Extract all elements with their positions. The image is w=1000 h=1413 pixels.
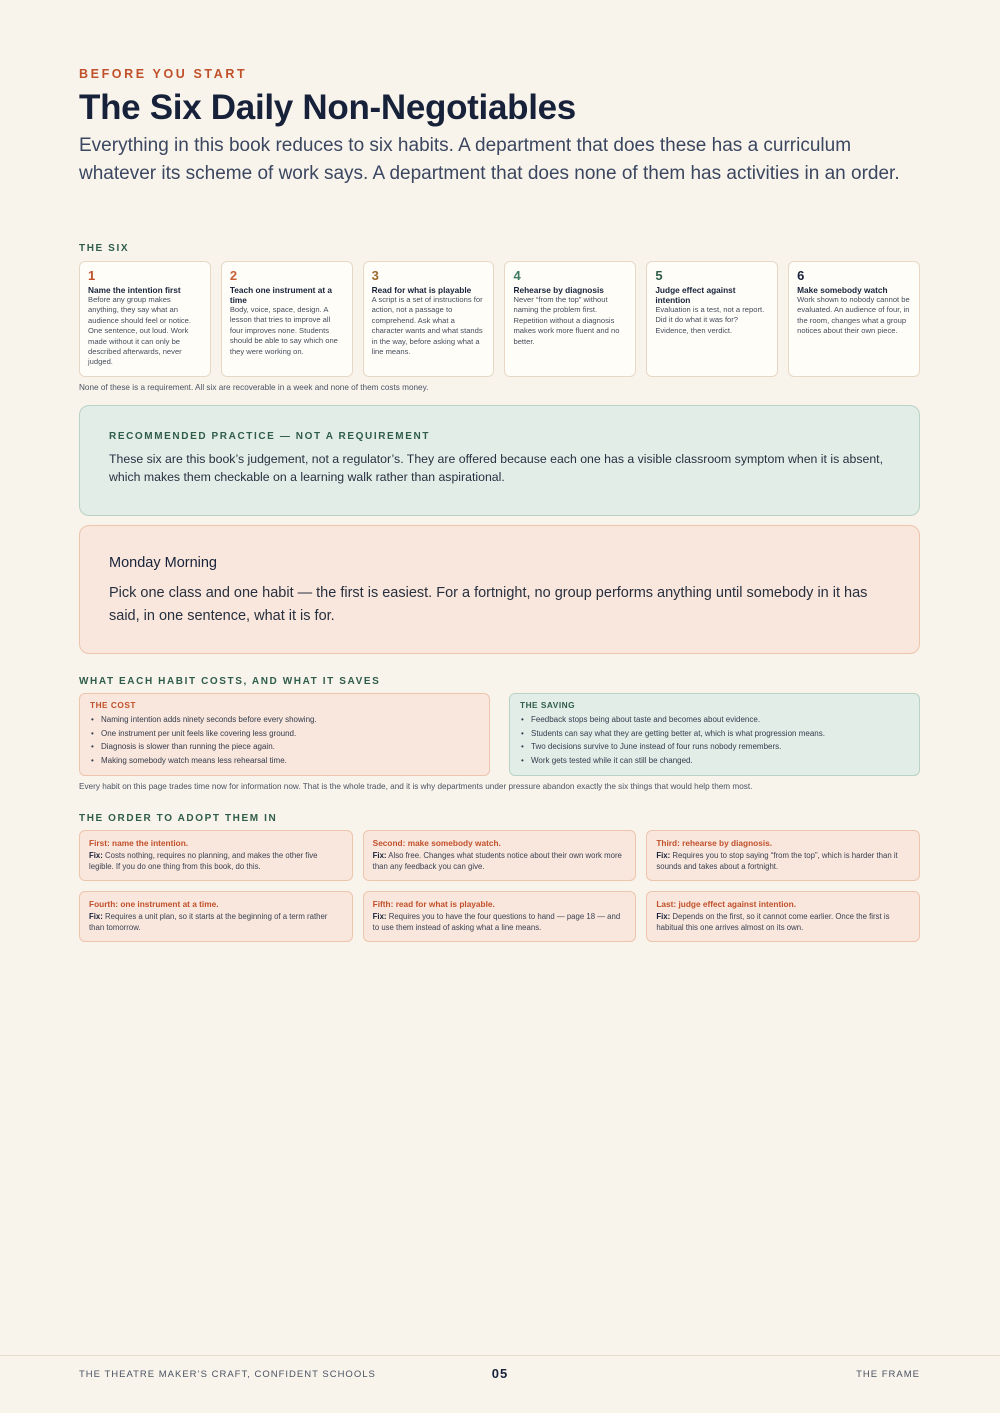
footer-book-title: THE THEATRE MAKER’S CRAFT, CONFIDENT SCHOOLS [79,1369,376,1380]
cost-list [90,713,479,767]
order-body [373,851,627,872]
habit-card [788,261,920,377]
fix-text: Requires you to have the four questions to hand — page 18 — and to use them instead of asking what a line means. [372,912,621,932]
habit-card [646,261,778,377]
order-card [79,830,353,881]
habit-number: 3 [371,268,379,283]
six-note: None of these is a requirement. All six are recoverable in a week and none of them costs money. [79,383,429,392]
habit-card [363,261,495,377]
habit-body: Work shown to nobody cannot be evaluated. An audience of four, in the room, changes what a group notices about their own piece. [797,295,910,336]
fix-text: Also free. Changes what students notice about their own work more than any feedback you can give. [372,851,622,871]
list-item: • Making somebody watch means less rehearsal time. [90,754,479,768]
fix-label: Fix: [372,851,387,860]
callout-text: Pick one class and one habit — the first is easiest. For a fortnight, no group performs anything until somebody in it has said, in one sentence, what it is for. [109,585,868,624]
habit-number: 2 [229,268,238,283]
order-body [89,912,343,933]
habit-number: 6 [797,268,805,283]
habit-body: Evaluation is a test, not a report. Did it do what it was for? Evidence, then verdict. [655,305,765,335]
list-item: • Work gets tested while it can still be changed. [520,754,909,768]
footer-section: THE FRAME [856,1369,920,1380]
fix-text: Requires a unit plan, so it starts at the beginning of a term rather than tomorrow. [89,912,328,932]
order-title: Last: judge effect against intention. [656,899,797,909]
order-grid [79,830,920,942]
order-body [656,912,910,933]
list-item: • Two decisions survive to June instead of four runs nobody remembers. [520,740,909,754]
section-label-six: THE SIX [79,243,130,254]
order-title: Fifth: read for what is playable. [372,899,495,909]
monday-morning-callout [79,525,920,654]
cost-label: THE COST [90,700,136,710]
footer-divider [0,1355,1000,1356]
habit-title: Teach one instrument at a time [229,285,333,305]
saving-box [509,693,920,776]
habit-body: Before any group makes anything, they say what an audience should feel or notice. One sentence, out loud. Work made without it can only be described afterwards, never judged. [88,295,192,367]
habit-card [221,261,353,377]
fix-text: Depends on the first, so it cannot come earlier. Once the first is habitual this one arrives almost on its own. [656,912,890,932]
habit-card [79,261,211,377]
fix-label: Fix: [656,912,671,921]
section-label-order: THE ORDER TO ADOPT THEM IN [79,813,278,824]
order-body [89,851,343,872]
order-card [363,891,637,942]
list-item: • Feedback stops being about taste and becomes about evidence. [520,713,909,727]
fix-label: Fix: [656,851,671,860]
saving-list [520,713,909,767]
eyebrow: BEFORE YOU START [79,67,248,81]
page-number: 05 [491,1366,509,1381]
list-item: • Students can say what they are getting better at, which is what progression means. [520,727,909,741]
habit-number: 1 [88,268,96,283]
habit-number: 5 [655,268,663,283]
order-card [79,891,353,942]
habit-card [504,261,636,377]
habit-title: Read for what is playable [371,285,472,295]
list-item: • Diagnosis is slower than running the piece again. [90,740,479,754]
fix-text: Costs nothing, requires no planning, and makes the other five legible. If you do one thing from this book, do this. [89,851,318,871]
order-body [373,912,627,933]
habit-number: 4 [513,268,521,283]
callout-label: Monday Morning [109,555,217,571]
fix-text: Requires you to stop saying “from the top”, which is harder than it sounds and takes about a fortnight. [656,851,898,871]
list-item: • Naming intention adds ninety seconds before every showing. [90,713,479,727]
order-title: Second: make somebody watch. [372,838,501,848]
order-title: Third: rehearse by diagnosis. [656,838,773,848]
order-title: First: name the intention. [89,838,189,848]
fix-label: Fix: [89,912,103,921]
saving-label: THE SAVING [520,700,576,710]
order-card [363,830,637,881]
cost-box [79,693,490,776]
order-body [656,851,910,872]
list-item: • One instrument per unit feels like covering less ground. [90,727,479,741]
costs-note: Every habit on this page trades time now for information now. That is the whole trade, and it is why departments under pressure abandon exactly the six things that would help them most. [79,782,753,791]
recommended-practice-callout [79,405,920,516]
lede-paragraph: Everything in this book reduces to six habits. A department that does these has a curriculum whatever its scheme of work says. A department that does none of them has activities in an order. [79,135,900,184]
order-card [646,830,920,881]
habit-title: Judge effect against intention [655,285,736,305]
fix-label: Fix: [372,912,387,921]
habit-body: A script is a set of instructions for action, not a passage to comprehend. Ask what a character wants and what stands in the way, before asking what a line means. [371,295,483,357]
habit-body: Body, voice, space, design. A lesson that tries to improve all four improves none. Students should be able to say which one they were working on. [229,305,338,356]
fix-label: Fix: [89,851,103,860]
habit-body: Never “from the top” without naming the problem first. Repetition without a diagnosis makes work more fluent and no better. [513,295,620,346]
order-card [646,891,920,942]
page-title: The Six Daily Non-Negotiables [79,88,576,127]
habit-title: Rehearse by diagnosis [513,285,604,295]
habit-title: Name the intention first [88,285,181,295]
habit-title: Make somebody watch [797,285,888,295]
callout-text: These six are this book’s judgement, not a regulator’s. They are offered because each one has a visible classroom symptom when it is absent, which makes them checkable on a learning walk rather than aspirational. [109,452,883,484]
habit-cards [79,261,920,377]
callout-label: RECOMMENDED PRACTICE — NOT A REQUIREMENT [109,431,431,442]
order-title: Fourth: one instrument at a time. [89,899,219,909]
section-label-costs: WHAT EACH HABIT COSTS, AND WHAT IT SAVES [79,676,381,687]
